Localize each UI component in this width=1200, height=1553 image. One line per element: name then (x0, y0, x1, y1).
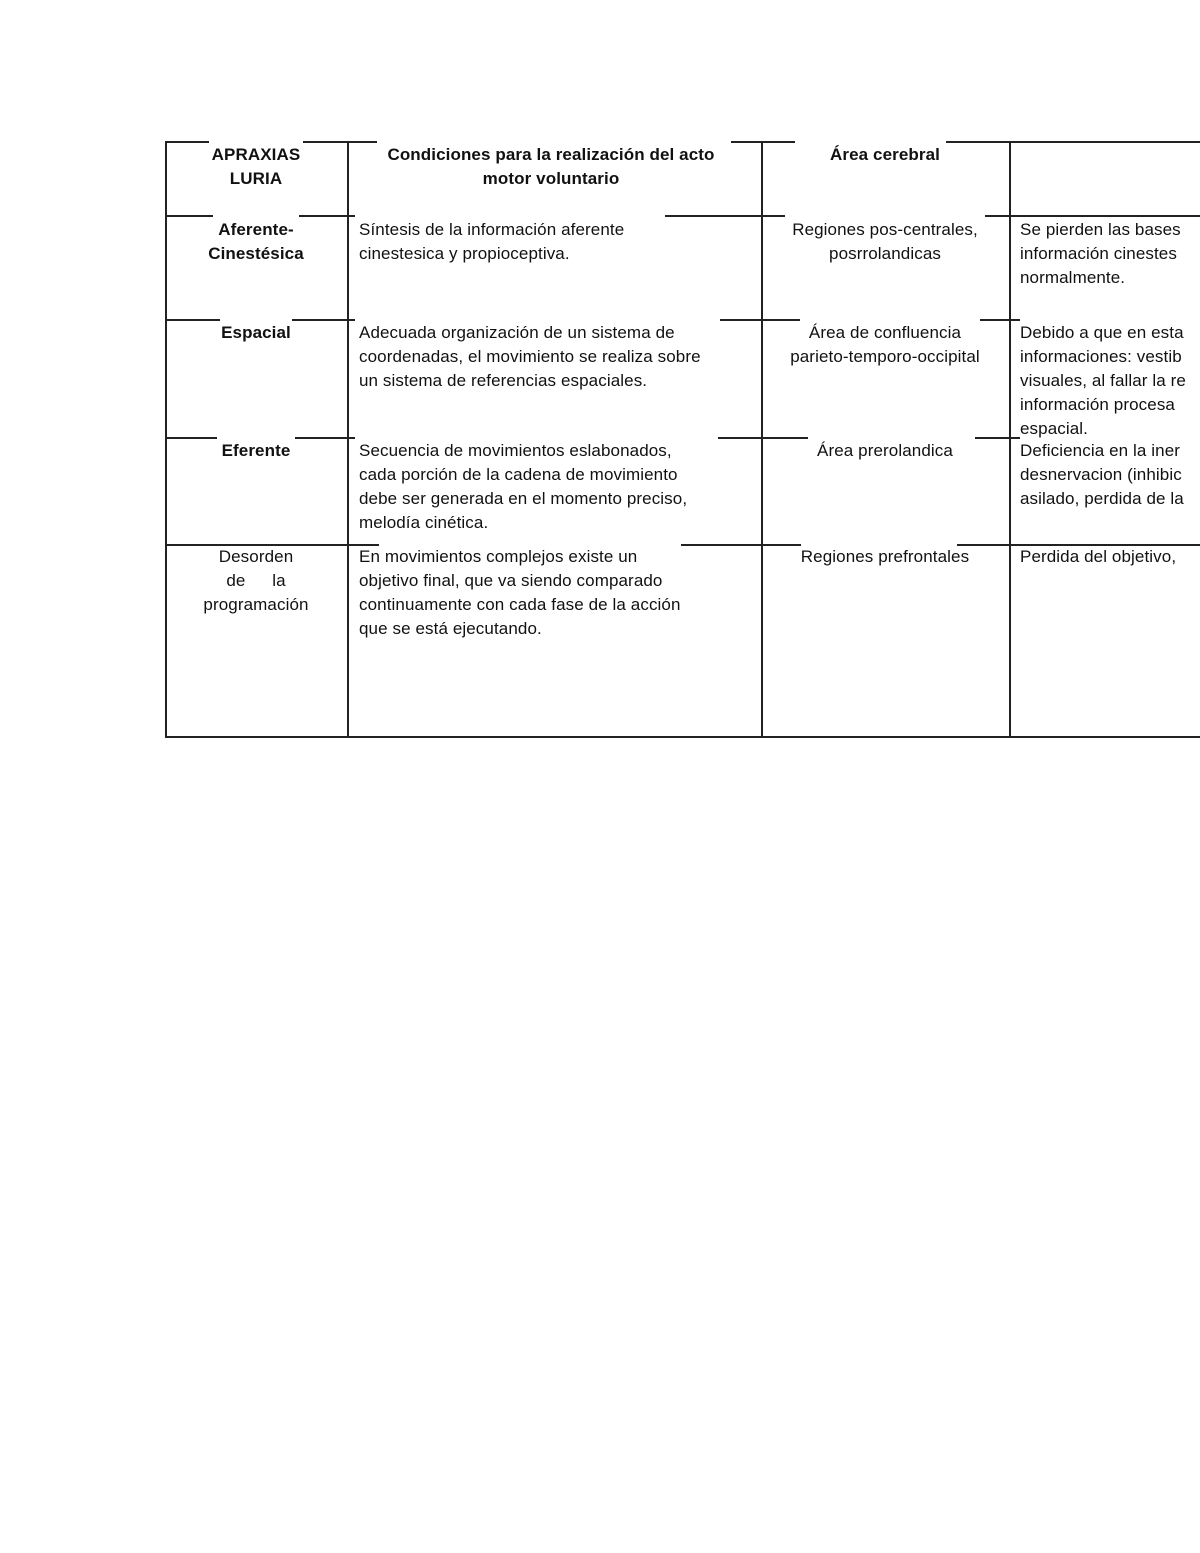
header-cerebral-area: Área cerebral (830, 145, 940, 164)
table-border-bottom (165, 736, 1200, 738)
row-area: Área prerolandica (817, 441, 953, 460)
row-border-segment (665, 215, 785, 217)
row-border-segment (299, 215, 355, 217)
row-area: Área de confluencia parieto-temporo-occipital (790, 323, 980, 366)
row-area: Regiones pos-centrales, posrrolandicas (792, 220, 978, 263)
row-conditions: Secuencia de movimientos eslabonados, cada porción de la cadena de movimiento debe ser generada en el momento preciso, melodía cinética. (359, 441, 688, 532)
row-effect: Debido a que en esta informaciones: vestib visuales, al fallar la re información procesa espacial. (1020, 323, 1186, 438)
row-area: Regiones prefrontales (800, 547, 970, 566)
row-type: Eferente (221, 441, 291, 460)
row-effect: Perdida del objetivo, (1020, 547, 1177, 566)
row-border-segment (985, 215, 1200, 217)
row-conditions: Síntesis de la información aferente cinestesica y propioceptiva. (359, 220, 625, 263)
header-apraxias-luria: APRAXIAS LURIA (211, 145, 301, 188)
apraxias-table (165, 141, 1200, 738)
column-divider-3 (1009, 141, 1011, 738)
row-conditions: Adecuada organización de un sistema de coordenadas, el movimiento se realiza sobre un sistema de referencias espaciales. (359, 323, 701, 390)
row-effect: Se pierden las bases información cinestes normalmente. (1020, 220, 1181, 287)
column-divider-1 (347, 141, 349, 738)
row-type: Desorden de la programación (203, 547, 309, 614)
row-type: Espacial (221, 323, 291, 342)
row-effect: Deficiencia en la iner desnervacion (inhibic asilado, perdida de la (1020, 441, 1184, 508)
header-conditions: Condiciones para la realización del acto motor voluntario (387, 145, 715, 188)
row-type: Aferente- Cinestésica (208, 220, 304, 263)
row-conditions: En movimientos complejos existe un objetivo final, que va siendo comparado continuamente con cada fase de la acción que se está ejecutando. (359, 547, 681, 638)
row-border-segment (165, 215, 213, 217)
